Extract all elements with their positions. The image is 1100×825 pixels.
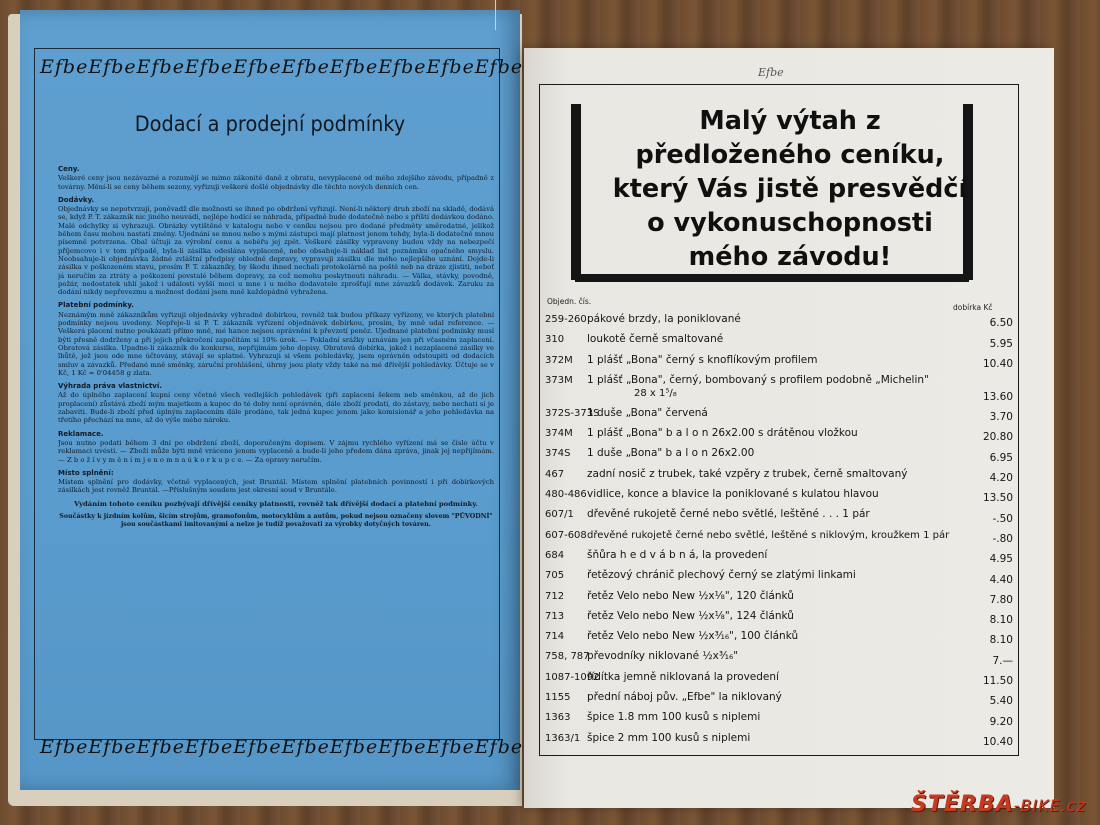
item-desc: řetěz Velo nebo New ½x³⁄₁₆", 100 článků <box>587 630 799 643</box>
table-row <box>545 649 1015 669</box>
watermark-suffix: -BIKE.cz <box>1013 796 1086 815</box>
item-price: 13.50 <box>982 492 1013 505</box>
item-price: 4.95 <box>989 553 1013 566</box>
item-price: 5.40 <box>989 695 1013 708</box>
binding-string <box>495 0 496 30</box>
item-desc: řetěz Velo nebo New ½x⅛", 124 článků <box>587 609 794 622</box>
section-text: Objednávky se nepotvrzují, poněvadž dle možnosti se ihned po obdržení vyřizují. Není-li některý druh zboží na skladě, dodává se, když P. T. zákazník nic jiného neuvádí, nejlépe hodící se náhrada, případně bude dodatečně nebo s příští dodávkou dodáno. Malé odchylky si vyhrazuji. Obrázky vytištěné v katalogu nebo v ceníku nejsou pro dodané předměty směrodatné, jelikož během času mohou nastati změny. Ujednání se mnou nebo s mými zástupci mají platnost jenom tehdy, byla-li dodatečně mnou písemně potvrzena. Obal účtuji za výrobní cenu a nebéřu jej zpět. Veškeré zásilky vypraveny budou vždy na nebezpečí příjemcovo i v tom případě, byla-li zásilka odeslána vyplaceně, nebo obsahuje-li náklad list poznámku opačného smyslu. Neobsahuje-li objednávka žádné zvláštní předpisy ohledně dopravy, vypravuji zásilku dle mého nejlepšího uznání. Dojde-li zásilka v poškozeném stavu, prosím P. T. zákazníky, by škodu ihned nechali protokolárně na poště neb na dráze zjistiti, neboť já neručím za ztráty a poškození povstalé během dopravy, za což nemohu poskytnouti náhradu. — Válka, stávky, povodně, požár, nedostatek uhlí jakož i události vyšší moci u mne i u mého dodavatele zprošťují mne závazků dodávek. Zaruku za dodání nikdy nepřevezmu a možnost dodání jsem mně každopádně vyhražena. <box>58 205 494 297</box>
section-heading: Ceny. <box>58 165 80 173</box>
item-price: 8.10 <box>989 614 1013 627</box>
site-watermark <box>911 792 1086 817</box>
item-desc: dřevěné rukojetě černé nebo světlé, leštěné . . . 1 pár <box>587 508 870 521</box>
item-code: 374S <box>545 448 571 460</box>
item-code: 372S-373S <box>545 407 600 419</box>
item-desc: řetěz Velo nebo New ½x⅛", 120 článků <box>587 589 794 602</box>
table-row <box>545 629 1015 649</box>
efbe-border-top <box>40 56 524 90</box>
item-code: 480-486 <box>545 489 587 501</box>
item-price: -.80 <box>992 532 1013 545</box>
item-price: 13.60 <box>982 390 1013 403</box>
efbe-mark: Efbe <box>233 56 282 78</box>
item-code: 713 <box>545 610 565 622</box>
item-code: 1363 <box>545 712 571 724</box>
table-row <box>545 609 1015 629</box>
table-row <box>545 373 1015 406</box>
item-code: 714 <box>545 631 565 643</box>
conditions-body <box>58 160 494 720</box>
price-list <box>545 312 1015 751</box>
column-header-price: dobírka Kč <box>953 303 993 312</box>
item-price: 8.10 <box>989 634 1013 647</box>
section-text: Jsou nutno podati během 3 dní po obdržení zboží, doporučeným dopisem. V zájmu rychlého vyřízení má se číslo účtu v reklamaci uvésti. — Zboží může býti mně vráceno jenom vyplaceně a bude-li jeho předem dána zpráva, jinak jej nepřijímám. — Z b o ž í v y m ě n í m j e n o m n a ú k o r k u p c e. — Za opravy neručím. <box>58 438 494 464</box>
left-page-title: Dodací a prodejní podmínky <box>134 112 406 136</box>
item-desc: dřevěné rukojetě černé nebo světlé, leštěné s niklovým, kroužkem 1 pár <box>587 529 950 541</box>
item-desc <box>587 374 957 400</box>
item-desc: špice 1.8 mm 100 kusů s niplemi <box>587 711 761 724</box>
item-desc: loukotě černě smaltované <box>587 333 724 346</box>
headline-line: Malý výtah z <box>699 106 881 136</box>
table-row <box>545 426 1015 446</box>
table-row <box>545 487 1015 507</box>
item-desc: zadní nosič z trubek, také vzpěry z trubek, černě smaltovaný <box>587 467 908 480</box>
headline-line: který Vás jistě presvědčí <box>612 174 968 204</box>
item-code: 684 <box>545 549 565 561</box>
item-desc: řídítka jemně niklovaná la provedení <box>587 670 779 683</box>
item-price: 3.70 <box>989 411 1013 424</box>
headline-line: o vykonuschopnosti <box>647 208 933 238</box>
item-price: 7.— <box>992 654 1013 667</box>
headline-line: předloženého ceníku, <box>635 140 945 170</box>
section-heading: Místo splnění: <box>58 468 114 477</box>
efbe-mark: Efbe <box>184 736 234 758</box>
item-price: 4.40 <box>989 573 1013 586</box>
item-desc: 1 plášť „Bona" b a l o n 26x2.00 s drátěnou vložkou <box>587 427 858 440</box>
item-price: 10.40 <box>982 357 1013 370</box>
section-heading: Platební podmínky. <box>58 301 134 310</box>
table-row <box>545 507 1015 527</box>
efbe-mark: Efbe <box>136 736 185 758</box>
item-code: 310 <box>545 334 565 346</box>
table-row <box>545 731 1015 751</box>
item-desc-size: 28 x 1⁵/₈ <box>634 387 677 399</box>
item-code: 1155 <box>545 692 571 704</box>
table-row <box>545 467 1015 487</box>
efbe-mark: Efbe <box>426 56 475 78</box>
item-price: 7.80 <box>989 593 1013 606</box>
efbe-border-bottom <box>40 736 524 770</box>
item-code: 1363/1 <box>545 732 581 744</box>
headline-bar-bottom <box>575 274 969 282</box>
efbe-mark: Efbe <box>88 736 137 758</box>
item-code: 712 <box>545 590 565 602</box>
item-desc: pákové brzdy, la poniklované <box>587 313 741 325</box>
item-code: 259-260 <box>545 314 587 325</box>
item-code: 607-608 <box>545 529 587 541</box>
efbe-mark: Efbe <box>474 736 524 758</box>
efbe-mark: Efbe <box>281 736 330 758</box>
item-code: 1087-1092 <box>545 671 600 683</box>
headline <box>595 104 985 274</box>
section-text: Až do úplného zaplacení kupní ceny včetně všech vedlejších pohledávek (při zaplacení šekem neb směnkou, až do jich proplacení) zůstává zboží mým majetkem a kupec do té doby není oprávněn, dále zboží prodati, do zástavy, nebo nechati si je zabaviti. Bude-li zboží před úplným zaplacením dále prodáno, tak jedná kupec jenom jako komisionář a jeho pohledávka na třetího přechází na mne, až do výše mého nároku. <box>58 391 494 425</box>
table-row <box>545 312 1015 332</box>
item-desc: převodníky niklované ½x³⁄₁₆" <box>587 650 739 663</box>
table-row <box>545 332 1015 352</box>
efbe-mark: Efbe <box>329 56 379 78</box>
validity-note: Vydáním tohoto ceníku pozbývají dřívější ceníky platnosti, rovněž tak dřívější dodací a platební podmínky. <box>74 499 478 508</box>
item-desc: špice 2 mm 100 kusů s niplemi <box>587 731 751 744</box>
efbe-header-mark: Efbe <box>758 66 784 79</box>
table-row <box>545 568 1015 588</box>
parts-footnote: Součástky k jízdním kolům, šicím strojům, gramofonům, motocyklům a autům, pokud nejsou označeny slovem "PŮVODNÍ" jsou součástkami imitovanými a nelze je tudíž považovati za výrobky dotyčných továren. <box>59 512 493 529</box>
item-code: 373M <box>545 374 573 386</box>
efbe-mark: Efbe <box>378 56 427 78</box>
item-desc: přední náboj pův. „Efbe" la niklovaný <box>587 691 782 704</box>
item-price: 6.95 <box>989 451 1013 464</box>
table-row <box>545 589 1015 609</box>
section-text: Veškeré ceny jsou nezávazné a rozumějí se mimo zákonité daně z obratu, nevyplacené od mého zdejšího závodu, případně z továrny. Mění-li se ceny během sezony, vyřizuji veškeré došlé objednávky dle těchto nových denních cen. <box>58 174 494 191</box>
item-price: 9.20 <box>989 715 1013 728</box>
table-row <box>545 446 1015 466</box>
table-row <box>545 353 1015 373</box>
item-price: -.50 <box>992 512 1013 525</box>
item-price: 4.20 <box>989 472 1013 485</box>
item-price: 11.50 <box>982 675 1013 688</box>
table-row <box>545 690 1015 710</box>
section-heading: Reklamace. <box>58 429 104 438</box>
watermark-brand: ŠTĚRBA <box>911 792 1014 817</box>
efbe-mark: Efbe <box>136 56 185 78</box>
item-code: 467 <box>545 468 565 480</box>
item-price: 5.95 <box>989 337 1013 350</box>
headline-bar-left <box>571 104 581 280</box>
item-desc: řetězový chránič plechový černý se zlatými linkami <box>587 569 856 582</box>
efbe-mark: Efbe <box>88 56 137 78</box>
item-price: 20.80 <box>982 431 1013 444</box>
section-text: Neznámým mně zákazníkům vyřizuji objednávky výhradně dobírkou, rovněž tak budou příkazy vyřízeny, ve kterých platební podmínky nejsou uvedeny. Nepřeje-li si P. T. zákazník vyřízení objednávek dobírkou, prosím, by mně udal reference. — Veškerá placení nutno poukázati přímo mně, mé hance nejsou oprávněni k převzetí peněz. Ujednané platební podmínky musí býti přesně dodrženy a při jejich překročení započítám si 10% úrok. — Pokladní srážky uznávám jen při včasném zaplacení. Obratová zásilka. Upadne-li zákazník do konkursu, nepřijímám jeho dopisy. Obratová dobírka, jakož i nezaplacené zásilky ve lhůtě, jež jsou ode mne účtovány, stávají se splatné. Vyhrazuji si všem pohledávky, jsem oprávněn odstoupiti od dodacích smluv a závazků. Předané mně směnky, záruční prohlášení, úhrny jsou platy vždy také na mé dřívější pohledávky. Účtuje se v Kč, 1 Kč = 0'04458 g zlata. <box>58 310 494 377</box>
item-desc: vidlice, konce a blavice la poniklované s kulatou hlavou <box>587 488 879 501</box>
item-code: 607/1 <box>545 509 574 521</box>
item-code: 705 <box>545 570 565 582</box>
section-heading: Dodávky. <box>58 195 95 204</box>
table-row <box>545 710 1015 730</box>
headline-line: mého závodu! <box>688 242 892 272</box>
item-code: 372M <box>545 354 573 366</box>
item-desc: 1 duše „Bona" b a l o n 26x2.00 <box>587 447 755 460</box>
item-code: 758, 787 <box>545 651 590 663</box>
table-row <box>545 670 1015 690</box>
section-text: Místem splnění pro dodávky, včetně vyplacených, jest Bruntál. Místem splnění platebních povinností i při dobírkových zásilkách jest rovněž Bruntál. —Příslušným soudem jest okresní soud v Bruntále. <box>58 478 494 495</box>
efbe-mark: Efbe <box>184 56 234 78</box>
item-price: 10.40 <box>982 735 1013 748</box>
section-heading: Výhrada práva vlastnictví. <box>58 382 162 391</box>
column-header-order: Objedn. čís. <box>547 297 592 306</box>
efbe-mark: Efbe <box>40 736 89 758</box>
efbe-mark: Efbe <box>426 736 475 758</box>
efbe-mark: Efbe <box>378 736 427 758</box>
item-desc: 1 plášť „Bona" černý s knoflíkovým profilem <box>587 353 818 366</box>
table-row <box>545 528 1015 548</box>
table-row <box>545 406 1015 426</box>
item-code: 374M <box>545 428 573 440</box>
efbe-mark: Efbe <box>40 56 89 78</box>
item-desc: 1 duše „Bona" červená <box>587 406 708 419</box>
efbe-mark: Efbe <box>329 736 379 758</box>
item-price: 6.50 <box>989 317 1013 330</box>
efbe-mark: Efbe <box>233 736 282 758</box>
efbe-mark: Efbe <box>281 56 330 78</box>
item-desc: šňůra h e d v á b n á, la provedení <box>587 548 768 561</box>
efbe-mark: Efbe <box>474 56 524 78</box>
table-row <box>545 548 1015 568</box>
item-desc-main: 1 plášť „Bona", černý, bombovaný s profilem podobně „Michelin" <box>587 373 929 386</box>
